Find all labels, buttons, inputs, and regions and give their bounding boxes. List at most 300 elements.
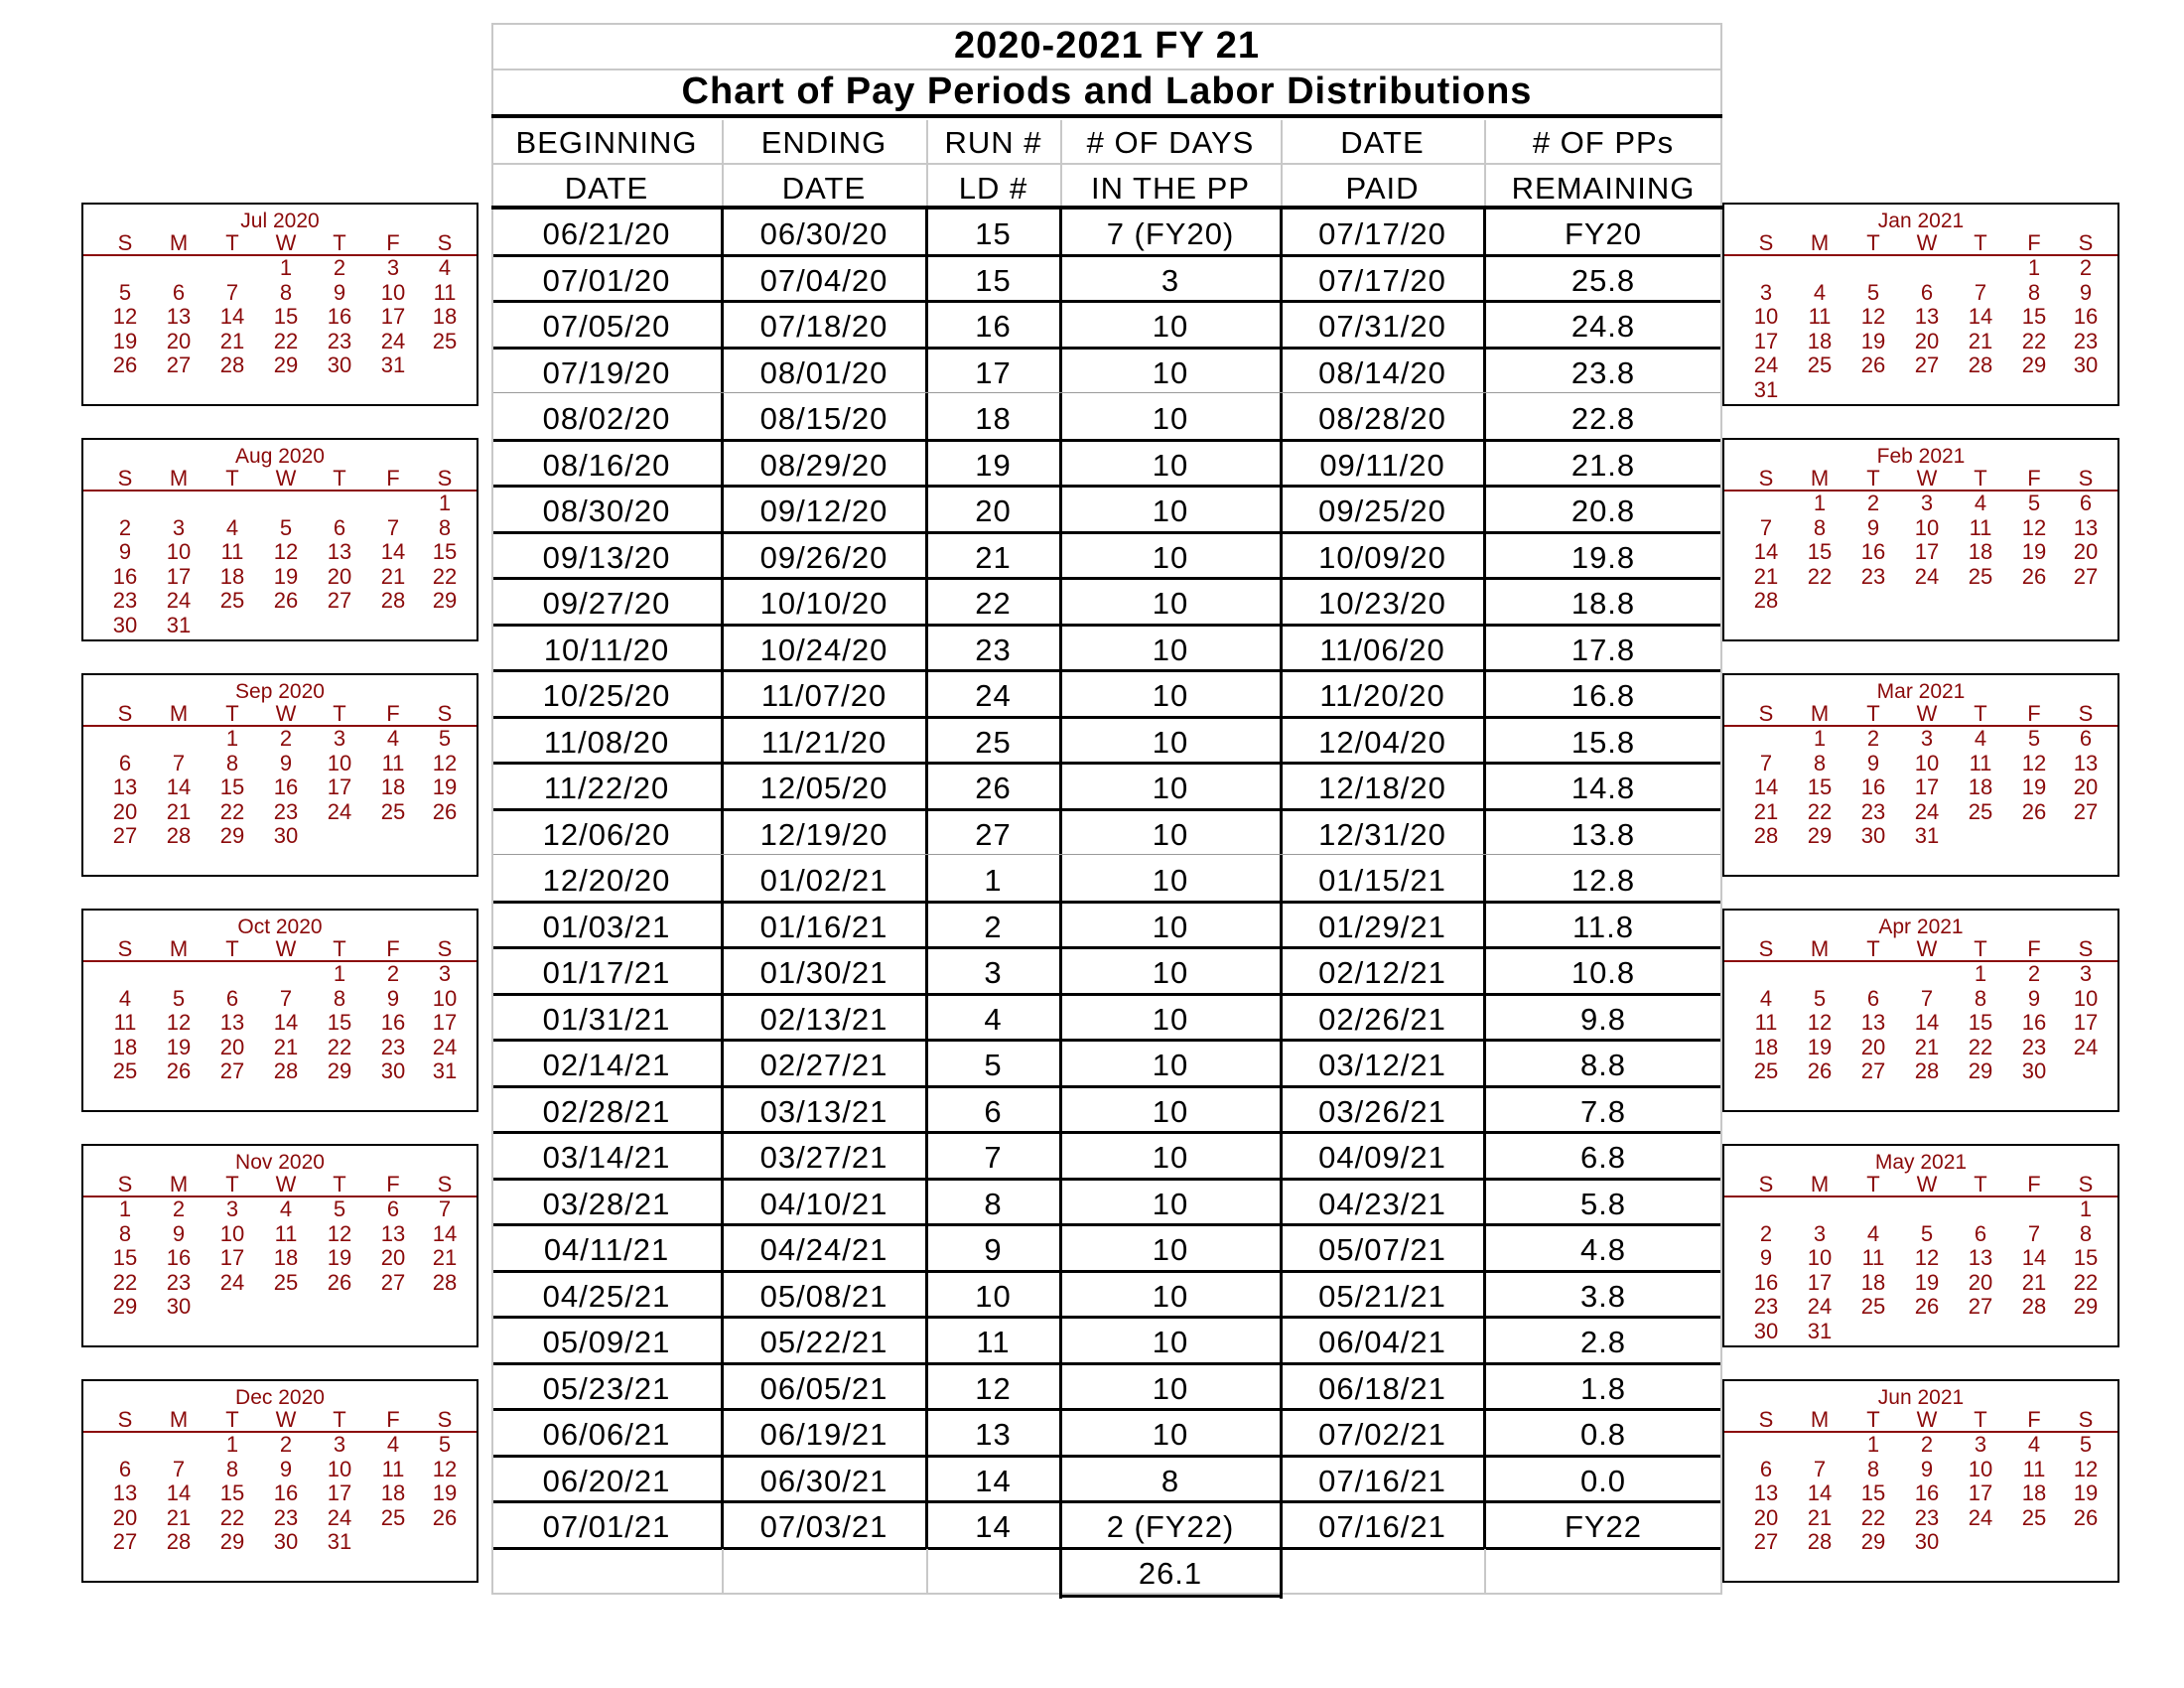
calendar-day: 23 [327,328,352,353]
calendar-day: 22 [219,798,245,824]
calendar-day: 20 [1753,1504,1779,1530]
calendar-day: 16 [1753,1269,1779,1295]
table-cell: 08/30/20 [542,493,671,528]
calendar-day: 3 [333,726,346,751]
weekday-label: T [225,701,239,726]
weekday-label: W [1916,936,1938,961]
table-cell: 9.8 [1579,1001,1627,1037]
calendar-day: 22 [112,1269,138,1295]
table-cell: 12/31/20 [1318,816,1446,852]
calendar-day: 24 [1968,1504,1993,1530]
calendar-month-label: Jan 2021 [1877,210,1965,232]
month-calendar [81,438,478,641]
calendar-day: 9 [1866,514,1880,540]
calendar-weekday-header [83,938,477,962]
calendar-weekday-header [1724,1409,2117,1433]
table-cell: 23.8 [1570,354,1636,390]
calendar-day: 23 [112,588,138,613]
calendar-day: 5 [172,985,186,1011]
calendar-day: 28 [1807,1529,1833,1554]
calendar-day: 15 [219,774,245,799]
calendar-day: 22 [1860,1504,1886,1530]
calendar-week [83,614,477,638]
weekday-label: T [1866,1172,1880,1196]
calendar-day: 2 [2079,255,2093,280]
calendar-day: 12 [2021,514,2047,540]
calendar-day: 20 [112,798,138,824]
table-cell: 01/29/21 [1318,909,1446,944]
calendar-day: 4 [386,1432,400,1457]
calendar-day: 7 [225,279,239,305]
calendar-week [83,540,477,565]
table-cell: 8 [1160,1463,1180,1498]
table-cell: 02/14/21 [542,1048,671,1082]
table-cell: 9 [984,1232,1003,1267]
weekday-label: M [1810,1172,1830,1196]
calendar-day: 24 [432,1034,458,1059]
calendar-day: 10 [327,750,352,775]
table-cell: 04/25/21 [542,1278,671,1314]
table-cell: 03/27/21 [759,1140,888,1175]
table-cell: 13 [975,1417,1012,1452]
calendar-day: 15 [1968,1010,1993,1035]
calendar-day: 9 [172,1220,186,1246]
calendar-days [83,1433,477,1555]
weekday-label: W [275,936,297,961]
calendar-day: 25 [1860,1294,1886,1319]
table-row [491,1410,1722,1457]
weekday-label: M [1810,701,1830,726]
table-cell: 07/16/21 [1318,1509,1446,1544]
table-cell: 14 [975,1463,1012,1498]
calendar-day: 3 [172,514,186,540]
calendar-day: 11 [1754,1010,1778,1035]
calendar-day: 14 [1753,539,1779,564]
calendar-day: 24 [1753,352,1779,377]
calendar-week [1724,378,2117,403]
calendar-week [83,353,477,378]
calendar-day: 3 [2079,961,2093,986]
calendar-day: 18 [380,774,406,799]
table-cell: 3.8 [1579,1278,1627,1314]
calendar-day: 5 [333,1196,346,1221]
calendar-day: 17 [1807,1269,1833,1295]
table-row [491,302,1722,349]
table-row [491,810,1722,857]
calendar-week [83,565,477,590]
calendar-day: 6 [225,985,239,1011]
weekday-label: F [386,230,400,255]
calendar-week [83,256,477,281]
weekday-label: S [1758,936,1774,961]
month-calendar [1722,1379,2119,1583]
calendar-day: 17 [432,1010,458,1035]
calendar-day: 11 [433,279,457,305]
calendar-day: 5 [2027,491,2041,515]
calendar-day: 18 [1807,328,1833,353]
calendar-day: 19 [1807,1034,1833,1059]
column-header: REMAINING [1511,171,1696,206]
calendar-day: 28 [2021,1294,2047,1319]
table-cell: 10 [1152,1370,1189,1406]
table-cell: 01/30/21 [759,955,888,990]
calendar-day: 11 [1861,1245,1885,1270]
table-cell: 06/21/20 [542,216,671,251]
calendar-day: 20 [112,1504,138,1530]
calendar-day: 5 [279,514,293,540]
calendar-month-label: Mar 2021 [1876,680,1966,703]
calendar-day: 14 [1807,1480,1833,1505]
table-cell: 2 [984,909,1003,944]
table-cell: 4.8 [1579,1232,1627,1267]
calendar-day: 12 [327,1220,352,1246]
calendar-day: 21 [1753,798,1779,824]
table-cell: 5.8 [1579,1186,1627,1221]
table-cell: 07/17/20 [1318,262,1446,298]
calendar-day: 21 [273,1034,299,1059]
calendar-day: 10 [1753,304,1779,329]
table-cell: 12/18/20 [1318,771,1446,805]
table-cell: 10 [1152,863,1189,898]
calendar-day: 12 [1914,1245,1940,1270]
calendar-day: 22 [432,563,458,589]
calendar-day: 30 [1753,1318,1779,1343]
table-cell: 10 [1152,678,1189,713]
calendar-day: 19 [2021,539,2047,564]
calendar-day: 6 [1759,1456,1773,1481]
calendar-day: 2 [2027,961,2041,986]
table-cell: 8.8 [1579,1048,1627,1082]
table-cell: 04/09/21 [1318,1140,1446,1175]
calendar-day: 5 [1866,279,1880,305]
calendar-week [83,589,477,614]
weekday-label: S [2078,1172,2094,1196]
weekday-label: S [2078,1407,2094,1432]
calendar-day: 14 [2021,1245,2047,1270]
table-row [491,718,1722,765]
table-cell: 07/02/21 [1318,1417,1446,1452]
calendar-day: 16 [380,1010,406,1035]
calendar-day: 21 [2021,1269,2047,1295]
table-cell: 10.8 [1570,955,1636,990]
calendar-day: 10 [380,279,406,305]
table-cell: 06/30/20 [759,216,888,251]
calendar-day: 22 [327,1034,352,1059]
chart-title-year: 2020-2021 FY 21 [954,25,1260,67]
calendar-day: 8 [333,985,346,1011]
calendar-day: 23 [1860,563,1886,589]
title-divider [491,69,1722,70]
calendar-day: 7 [1920,985,1934,1011]
table-cell: 04/10/21 [759,1186,888,1221]
calendar-day: 30 [380,1058,406,1083]
table-cell: 08/02/20 [542,401,671,436]
calendar-day: 28 [273,1058,299,1083]
calendar-day: 14 [432,1220,458,1246]
calendar-day: 23 [380,1034,406,1059]
weekday-label: T [333,1172,346,1196]
table-cell: 03/13/21 [759,1093,888,1129]
weekday-label: F [2027,1407,2041,1432]
calendar-day: 1 [2079,1196,2093,1221]
calendar-day: 5 [1920,1220,1934,1246]
table-cell: 3 [984,955,1003,990]
table-cell: 07/01/20 [542,262,671,298]
weekday-label: T [1866,466,1880,491]
table-cell: 10/24/20 [759,632,888,667]
calendar-day: 3 [1759,279,1773,305]
calendar-day: 24 [219,1269,245,1295]
column-header: BEGINNING [515,125,698,160]
weekday-label: W [275,230,297,255]
calendar-day: 9 [333,279,346,305]
table-cell: 24.8 [1570,309,1636,344]
weekday-label: F [2027,1172,2041,1196]
table-row [491,995,1722,1042]
calendar-day: 27 [166,352,192,377]
calendar-day: 3 [1920,491,1934,515]
calendar-week [83,775,477,800]
weekday-label: W [275,466,297,491]
calendar-day: 21 [1968,328,1993,353]
calendar-week [1724,1295,2117,1320]
weekday-label: T [225,466,239,491]
table-row [491,441,1722,488]
calendar-day: 13 [1968,1245,1993,1270]
table-cell: 06/18/21 [1318,1370,1446,1406]
calendar-day: 14 [219,304,245,329]
calendar-day: 28 [1968,352,1993,377]
calendar-day: 19 [273,563,299,589]
table-cell: 3 [1160,262,1180,298]
calendar-day: 4 [225,514,239,540]
calendar-day: 18 [1753,1034,1779,1059]
table-cell: 8 [984,1186,1003,1221]
calendar-day: 24 [1914,798,1940,824]
table-cell: 24 [975,678,1012,713]
table-cell: 6 [984,1093,1003,1129]
calendar-day: 2 [333,255,346,280]
calendar-day: 6 [1920,279,1934,305]
weekday-label: F [2027,466,2041,491]
calendar-day: 23 [1753,1294,1779,1319]
month-calendar [81,1144,478,1347]
calendar-week [83,1222,477,1247]
table-cell: 0.8 [1579,1417,1627,1452]
calendar-month-label: Apr 2021 [1878,915,1964,938]
calendar-day: 16 [1914,1480,1940,1505]
calendar-day: 11 [274,1220,298,1246]
table-cell: 10 [1152,1278,1189,1314]
table-cell: 04/23/21 [1318,1186,1446,1221]
calendar-day: 29 [432,588,458,613]
table-row [491,1133,1722,1180]
calendar-day: 28 [166,1529,192,1554]
weekday-label: T [225,1407,239,1432]
calendar-day: 27 [1753,1529,1779,1554]
calendar-day: 27 [219,1058,245,1083]
calendar-week [83,962,477,987]
calendar-day: 30 [327,352,352,377]
calendar-day: 13 [112,774,138,799]
column-header: RUN # [944,125,1042,160]
calendar-day: 4 [1866,1220,1880,1246]
calendar-day: 20 [219,1034,245,1059]
calendar-day: 6 [2079,491,2093,515]
table-row [491,1502,1722,1549]
calendar-day: 29 [327,1058,352,1083]
calendar-day: 23 [1860,798,1886,824]
table-row [491,394,1722,441]
calendar-weekday-header [1724,1174,2117,1197]
calendar-weekday-header [83,232,477,256]
weekday-label: W [275,701,297,726]
calendar-day: 15 [432,539,458,564]
column-header: ENDING [760,125,887,160]
calendar-days [83,727,477,849]
calendar-day: 27 [380,1269,406,1295]
calendar-day: 18 [112,1034,138,1059]
calendar-day: 2 [172,1196,186,1221]
calendar-day: 9 [2027,985,2041,1011]
total-col-rule [1484,1549,1486,1595]
calendar-day: 6 [2079,726,2093,751]
calendar-day: 19 [166,1034,192,1059]
weekday-label: T [333,1407,346,1432]
calendar-day: 6 [386,1196,400,1221]
table-cell: 10/10/20 [759,586,888,621]
calendar-week [83,1481,477,1506]
calendar-day: 12 [2073,1456,2099,1481]
calendar-day: 12 [432,1456,458,1481]
calendar-day: 15 [219,1480,245,1505]
calendar-day: 9 [2079,279,2093,305]
calendar-day: 21 [1753,563,1779,589]
weekday-label: F [386,1407,400,1432]
table-row [491,533,1722,580]
calendar-day: 19 [1860,328,1886,353]
calendar-day: 14 [166,1480,192,1505]
table-cell: 14.8 [1570,771,1636,805]
table-cell: 19.8 [1570,539,1636,575]
calendar-day: 10 [1968,1456,1993,1481]
table-cell: 10 [1152,816,1189,852]
calendar-day: 19 [432,774,458,799]
table-cell: 10/23/20 [1318,586,1446,621]
calendar-day: 5 [118,279,132,305]
calendar-day: 8 [225,750,239,775]
month-calendar [1722,438,2119,641]
weekday-label: T [1974,230,1987,255]
calendar-day: 28 [1753,588,1779,613]
table-row [491,903,1722,949]
calendar-days [83,492,477,637]
table-cell: 15 [975,216,1012,251]
calendar-days [1724,962,2117,1084]
table-row [491,579,1722,626]
calendar-day: 1 [225,726,239,751]
weekday-label: F [386,701,400,726]
calendar-weekday-header [83,1409,477,1433]
calendar-day: 20 [166,328,192,353]
table-row [491,1272,1722,1319]
table-cell: 10 [1152,1232,1189,1267]
calendar-week [83,1011,477,1036]
table-cell: 10 [1152,354,1189,390]
table-row [491,1364,1722,1411]
calendar-day: 12 [273,539,299,564]
table-cell: 10 [1152,539,1189,575]
table-row [491,626,1722,672]
calendar-days [83,1197,477,1320]
table-cell: 09/13/20 [542,539,671,575]
calendar-weekday-header [83,1174,477,1197]
calendar-day: 30 [273,823,299,848]
calendar-day: 13 [219,1010,245,1035]
calendar-day: 1 [1813,491,1827,515]
calendar-day: 9 [279,750,293,775]
calendar-day: 27 [2073,563,2099,589]
table-cell: 11/08/20 [543,724,670,760]
calendar-week [1724,1271,2117,1296]
calendar-day: 2 [1866,491,1880,515]
table-cell: 01/16/21 [759,909,888,944]
calendar-week [83,330,477,354]
calendar-week [83,1530,477,1555]
calendar-week [1724,987,2117,1012]
calendar-day: 15 [1807,539,1833,564]
calendar-week [83,987,477,1012]
calendar-day: 27 [327,588,352,613]
table-cell: 10 [1152,632,1189,667]
calendar-day: 25 [1968,798,1993,824]
month-calendar [1722,1144,2119,1347]
table-cell: 02/12/21 [1318,955,1446,990]
calendar-week [1724,1197,2117,1222]
table-cell: 08/28/20 [1318,401,1446,436]
calendar-day: 30 [1914,1529,1940,1554]
month-calendar [81,203,478,406]
table-cell: 04/24/21 [759,1232,888,1267]
calendar-day: 7 [279,985,293,1011]
weekday-label: S [117,1172,133,1196]
weekday-label: M [1810,1407,1830,1432]
calendar-week [83,516,477,541]
calendar-days [1724,1197,2117,1343]
table-cell: 5 [984,1048,1003,1082]
table-cell: 02/13/21 [759,1001,888,1037]
calendar-day: 26 [432,1504,458,1530]
weekday-label: M [1810,230,1830,255]
table-cell: 10 [1152,1186,1189,1221]
calendar-day: 23 [1914,1504,1940,1530]
calendar-weekday-header [1724,232,2117,256]
calendar-day: 17 [327,774,352,799]
table-cell: 07/18/20 [759,309,888,344]
table-cell: 15.8 [1570,724,1636,760]
calendar-day: 5 [1813,985,1827,1011]
calendar-day: 18 [1968,539,1993,564]
table-cell: 12/06/20 [542,816,671,852]
table-cell: 08/16/20 [542,447,671,483]
calendar-day: 12 [166,1010,192,1035]
table-cell: 10 [975,1278,1012,1314]
table-cell: 07/17/20 [1318,216,1446,251]
calendar-day: 5 [2027,726,2041,751]
table-row [491,671,1722,718]
calendar-day: 9 [279,1456,293,1481]
calendar-day: 4 [1813,279,1827,305]
